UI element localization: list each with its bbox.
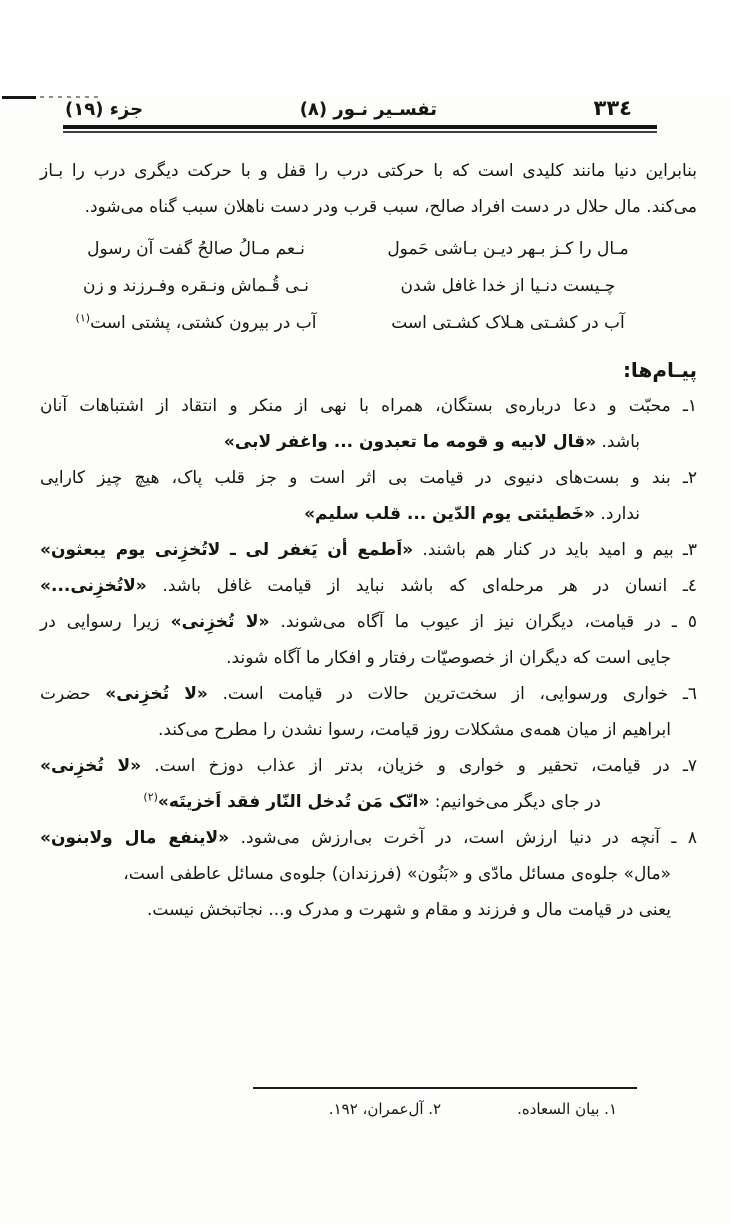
page-number: ٣٣٤ bbox=[593, 96, 632, 120]
header-double-rule bbox=[63, 125, 657, 133]
footnote: ٢. آل‌عمران، ١٩٢. bbox=[328, 1100, 442, 1118]
message-item bbox=[40, 388, 697, 460]
footnote-ref: (٢) bbox=[143, 790, 158, 804]
messages-heading: پیـام‌ها: bbox=[622, 358, 697, 382]
text-segment: ٨ ـ آنچه در دنیا ارزش است، در آخرت بی‌ارزش می‌شود. bbox=[229, 828, 697, 848]
book-page bbox=[0, 96, 730, 1224]
poem-row bbox=[40, 268, 697, 305]
text-segment: ابراهیم از میان همه‌ی مشکلات روز قیامت، رسوا نشدن را مطرح می‌کند. bbox=[157, 720, 671, 740]
message-line bbox=[40, 388, 697, 424]
intro-line: می‌کند. مال حلال در دست افراد صالح، سبب قرب ودر دست ناهلان سبب گناه می‌شود. bbox=[84, 197, 697, 217]
quran-quote: «لا تُخزِنی» bbox=[40, 756, 142, 776]
poem-hemistich-left: نـعم مـالُ صالحُ گفت آن رسول bbox=[87, 239, 305, 259]
quran-quote: «لا تُخزِنی» bbox=[105, 684, 208, 704]
text-segment: ٢ـ بند و بست‌های دنیوی در قیامت بی اثر است و جز قلب پاک، هیچ چیز کارایی bbox=[40, 468, 697, 488]
message-item bbox=[40, 460, 697, 532]
quran-quote: «لا تُخزِنی» bbox=[170, 612, 270, 632]
text-segment: ٣ـ بیم و امید باید در کنار هم باشند. bbox=[413, 540, 697, 560]
text-segment: ٦ـ خواری ورسوایی، از سخت‌ترین حالات در قیامت است. bbox=[207, 684, 697, 704]
text-segment: ٧ـ در قیامت، تحقیر و خواری و خزیان، بدتر از عذاب دوزخ است. bbox=[141, 756, 697, 776]
message-line bbox=[40, 496, 697, 532]
text-segment: حضرت bbox=[40, 684, 106, 704]
poem-hemistich-right: آب در کشـتی هـلاک کشـتی است bbox=[391, 313, 625, 333]
messages-list bbox=[40, 388, 697, 928]
message-line bbox=[40, 640, 697, 676]
text-segment: جایی است که دیگران از خصوصیّات رفتار و افکار ما آگاه شوند. bbox=[226, 648, 671, 668]
poem-hemistich-left: نـی قُـماش ونـقره وفـرزند و زن bbox=[82, 276, 310, 296]
text-segment: یعنی در قیامت مال و فرزند و مقام و شهرت و مدرک و... نجاتبخش نیست. bbox=[146, 900, 671, 920]
page-content bbox=[40, 153, 697, 928]
poem-row bbox=[40, 305, 697, 342]
text-segment: در جای دیگر می‌خوانیم: bbox=[429, 792, 601, 812]
poem-row bbox=[40, 231, 697, 268]
scan-artifact bbox=[2, 96, 36, 99]
text-segment: ندارد. bbox=[595, 504, 640, 524]
intro-paragraph bbox=[40, 153, 697, 225]
scan-artifact-dots bbox=[40, 96, 102, 98]
quran-quote: «اَطمع أن یَغفر لی ـ لاتُخزِنی یوم یبعثون» bbox=[40, 540, 414, 560]
message-item bbox=[40, 604, 697, 676]
message-line bbox=[40, 604, 697, 640]
text-segment: ٥ ـ در قیامت، دیگران نیز از عیوب ما آگاه می‌شوند. bbox=[269, 612, 697, 632]
text-segment: «مال» جلوه‌ی مسائل مادّی و «بَنُون» (فرزندان) جلوه‌ی مسائل عاطفی است، bbox=[123, 864, 671, 884]
juz-label: جزء (١٩) bbox=[65, 99, 144, 120]
message-item bbox=[40, 532, 697, 568]
text-segment: زیرا رسوایی در bbox=[40, 612, 171, 632]
quran-quote: «لاتُخزِنی...» bbox=[40, 576, 147, 596]
message-line bbox=[40, 820, 697, 856]
book-title: تفسـیر نـور (٨) bbox=[299, 99, 437, 120]
text-segment: ١ـ محبّت و دعا درباره‌ی بستگان، همراه با نهی از منکر و انتقاد از اشتباهات آنان bbox=[40, 396, 697, 416]
message-item bbox=[40, 820, 697, 928]
text-segment: ٤ـ انسان در هر مرحله‌ای که باشد نباید از قیامت غافل باشد. bbox=[146, 576, 697, 596]
quran-quote: «انّک مَن تُدخل النّار فقد اَخزیتَه» bbox=[157, 792, 430, 812]
message-line bbox=[40, 460, 697, 496]
footnote-row bbox=[253, 1089, 637, 1120]
message-line bbox=[40, 532, 697, 568]
page-header bbox=[63, 96, 657, 120]
quran-quote: «لاینفع مال ولابنون» bbox=[40, 828, 230, 848]
footnote-block bbox=[253, 1087, 637, 1120]
quran-quote: «خَطیئتی یوم الدّین ... قلب سلیم» bbox=[304, 504, 596, 524]
message-line bbox=[40, 568, 697, 604]
footnote: ١. بیان السعاده. bbox=[517, 1100, 617, 1118]
message-line bbox=[40, 712, 697, 748]
message-line bbox=[40, 748, 697, 784]
message-line bbox=[40, 856, 697, 892]
poem-text: آب در بیرون کشتی، پشتی است bbox=[90, 313, 317, 333]
message-line bbox=[40, 892, 697, 928]
quran-quote: «قال لابیه و قومه ما تعبدون ... واغفر لابی» bbox=[223, 432, 597, 452]
poem-hemistich-right: چـیست دنـیا از خدا غافل شدن bbox=[400, 276, 616, 296]
text-segment: باشد. bbox=[596, 432, 640, 452]
poem-hemistich-left bbox=[67, 305, 325, 342]
poem-hemistich-right: مـال را کـز بـهر دیـن بـاشی حَمول bbox=[387, 239, 629, 259]
poem bbox=[40, 231, 697, 342]
message-item bbox=[40, 676, 697, 748]
message-item bbox=[40, 568, 697, 604]
message-line bbox=[40, 784, 697, 820]
footnote-ref: (١) bbox=[75, 311, 91, 325]
intro-line: بنابراین دنیا مانند کلیدی است که با حرکتی درب را قفل و با حرکت دیگری درب را بـاز bbox=[40, 161, 697, 181]
message-item bbox=[40, 748, 697, 820]
message-line bbox=[40, 424, 697, 460]
message-line bbox=[40, 676, 697, 712]
